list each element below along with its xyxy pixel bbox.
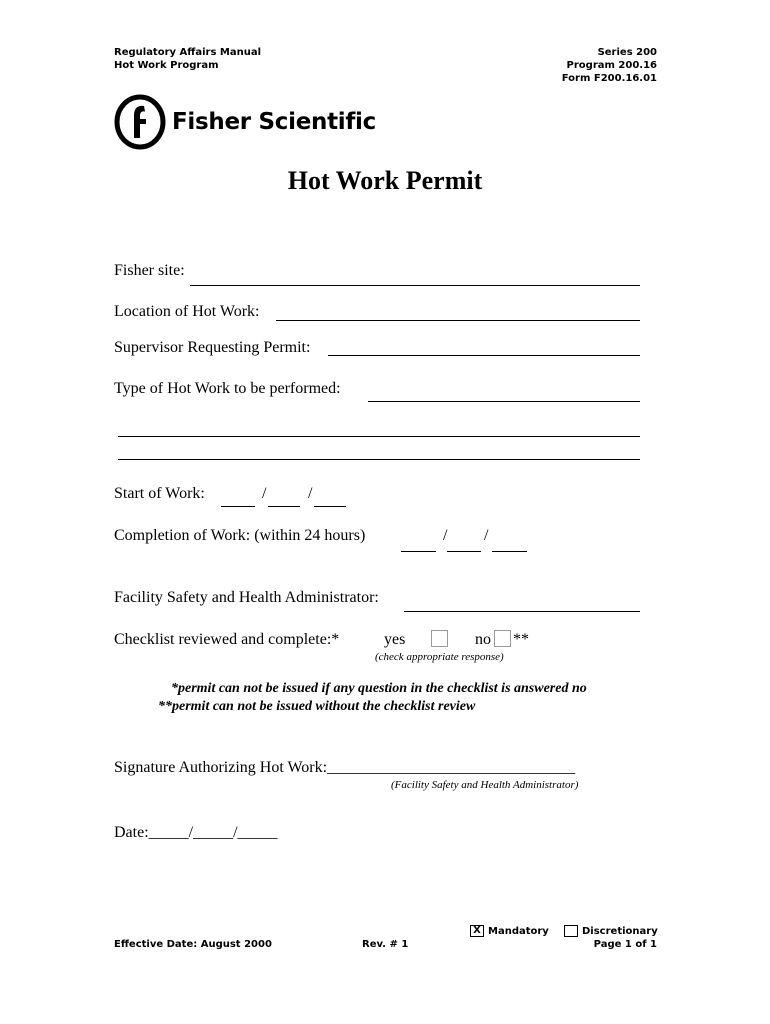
fsha-field[interactable] bbox=[404, 611, 640, 612]
mandatory-option bbox=[470, 925, 549, 937]
completion-label: Completion of Work: (within 24 hours) bbox=[114, 527, 366, 544]
company-logo bbox=[114, 94, 376, 150]
no-footnote-mark: ** bbox=[513, 631, 529, 648]
completion-day-field[interactable] bbox=[447, 551, 481, 552]
program-name: Hot Work Program bbox=[114, 60, 219, 71]
type-of-work-label: Type of Hot Work to be performed: bbox=[114, 380, 341, 397]
completion-month-field[interactable] bbox=[401, 551, 436, 552]
mandatory-label: Mandatory bbox=[488, 926, 549, 937]
manual-name: Regulatory Affairs Manual bbox=[114, 47, 262, 58]
completion-slash-2: / bbox=[484, 527, 489, 544]
fsha-label: Facility Safety and Health Administrator: bbox=[114, 589, 379, 606]
checklist-label: Checklist reviewed and complete:* bbox=[114, 631, 340, 648]
yes-label: yes bbox=[384, 631, 406, 648]
signature-hint: (Facility Safety and Health Administrator) bbox=[391, 779, 579, 791]
fisher-site-field[interactable] bbox=[190, 285, 640, 286]
supervisor-field[interactable] bbox=[328, 355, 640, 356]
type-of-work-line-3[interactable] bbox=[118, 459, 640, 460]
discretionary-checkbox[interactable] bbox=[564, 925, 578, 937]
date-line[interactable]: Date:_____/_____/_____ bbox=[114, 824, 278, 841]
location-field[interactable] bbox=[276, 320, 640, 321]
logo-text: Fisher Scientific bbox=[172, 109, 376, 135]
start-slash-2: / bbox=[308, 485, 313, 502]
location-label: Location of Hot Work: bbox=[114, 303, 260, 320]
type-of-work-field[interactable] bbox=[368, 401, 640, 402]
note-without-review: **permit can not be issued without the checklist review bbox=[158, 699, 476, 714]
completion-slash-1: / bbox=[443, 527, 448, 544]
signature-line[interactable]: Signature Authorizing Hot Work:_______________________________ bbox=[114, 759, 576, 776]
revision-number: Rev. # 1 bbox=[362, 939, 409, 950]
check-hint: (check appropriate response) bbox=[375, 651, 504, 663]
start-slash-1: / bbox=[262, 485, 267, 502]
header-right bbox=[562, 46, 657, 85]
effective-date: Effective Date: August 2000 bbox=[114, 939, 272, 950]
no-label: no bbox=[475, 631, 491, 648]
mandatory-checkbox[interactable]: X bbox=[470, 925, 484, 937]
discretionary-label: Discretionary bbox=[582, 926, 658, 937]
fisher-f-logo-icon bbox=[114, 94, 166, 150]
header-left bbox=[114, 46, 261, 72]
no-checkbox[interactable] bbox=[494, 630, 511, 647]
type-of-work-line-2[interactable] bbox=[118, 436, 640, 437]
form-number: Form F200.16.01 bbox=[561, 73, 657, 84]
note-answered-no: *permit can not be issued if any question in the checklist is answered no bbox=[171, 681, 587, 696]
discretionary-option bbox=[564, 925, 658, 937]
start-year-field[interactable] bbox=[314, 506, 346, 507]
supervisor-label: Supervisor Requesting Permit: bbox=[114, 339, 311, 356]
start-day-field[interactable] bbox=[268, 506, 300, 507]
page-number: Page 1 of 1 bbox=[593, 939, 657, 950]
completion-year-field[interactable] bbox=[492, 551, 527, 552]
fisher-site-label: Fisher site: bbox=[114, 262, 185, 279]
start-month-field[interactable] bbox=[221, 506, 255, 507]
program-number: Program 200.16 bbox=[566, 60, 657, 71]
start-of-work-label: Start of Work: bbox=[114, 485, 205, 502]
series-label: Series 200 bbox=[597, 47, 657, 58]
page-title: Hot Work Permit bbox=[287, 166, 483, 195]
yes-checkbox[interactable] bbox=[431, 630, 448, 647]
